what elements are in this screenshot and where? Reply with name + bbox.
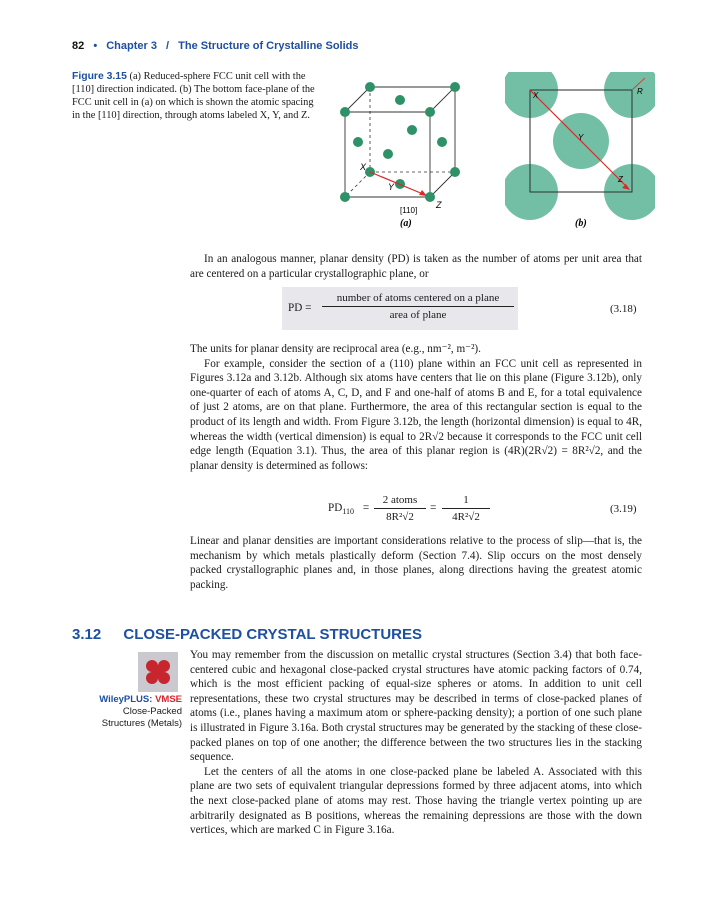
eq318-lhs: PD =	[288, 302, 312, 314]
atom-y-label-b: Y	[578, 133, 584, 142]
figure-label: Figure 3.15	[72, 71, 127, 82]
paragraph-units	[190, 342, 642, 473]
eq319-equals: =	[362, 502, 370, 514]
paragraph-text: Let the centers of all the atoms in one close-packed plane be labeled A. Associated with this plane are two sets of equivalent triangular depressions formed by three adjacent atoms, into which the next close-packed plane of atoms may rest. Those having the triangle vertex pointing up are arbitrarily designated as B positions, whereas the remaining depressions are those with the down vertices, which are marked C in Figure 3.16a.	[190, 765, 642, 837]
paragraph-text: The units for planar density are reciprocal area (e.g., nm⁻², m⁻²).	[190, 343, 481, 355]
eq318-number: (3.18)	[610, 303, 637, 315]
paragraph-text: You may remember from the discussion on metallic crystal structures (Section 3.4) that both face-centered cubic and hexagonal close-packed crystal structures have atomic packing factors of 0.74, which is the most efficient packing of equal-size spheres or atoms. In addition to unit cell representations, these two crystal structures may be described in terms of close-packed planes of atoms (i.e., planes having a maximum atom or sphere-packing density); a portion of one such plane is illustrated in Figure 3.16a. Both crystal structures may be generated by the stacking of these close-packed planes on top of one another; the difference between the two structures lies in the stacking sequence.	[190, 649, 642, 764]
direction-label: [110]	[400, 206, 418, 215]
paragraph-text: In an analogous manner, planar density (PD) is taken as the number of atoms per unit area that are centered on a particular crystallographic plane, or	[190, 253, 642, 280]
panel-b-label: (b)	[575, 218, 587, 229]
atom-x-label-b: X	[533, 91, 539, 100]
eq319-subscript: 110	[342, 507, 355, 517]
header-bullet: •	[93, 40, 98, 52]
figure-caption-text: (a) Reduced-sphere FCC unit cell with the [110] direction indicated. (b) The bottom face-plane of the FCC unit cell in (a) on which is shown the atomic spacing in the [110] direction, through atoms labeled X, Y, and Z.	[72, 71, 315, 121]
eq318-denominator: area of plane	[389, 309, 447, 321]
running-header	[72, 40, 359, 52]
section-number: 3.12	[72, 626, 102, 643]
panel-a-label: (a)	[400, 218, 412, 229]
eq318-numerator: number of atoms centered on a plane	[322, 292, 514, 307]
section-title: CLOSE-PACKED CRYSTAL STRUCTURES	[123, 626, 422, 643]
wileyplus-label[interactable]	[72, 694, 182, 730]
eq319-fraction-1	[374, 494, 426, 523]
molecule-icon	[138, 652, 178, 692]
figure-panel-a	[330, 72, 480, 232]
paragraph-slip	[190, 534, 642, 592]
figure-caption	[72, 70, 320, 122]
eq318-fraction	[322, 292, 514, 321]
eq319-den2: 4R²√2	[452, 511, 480, 523]
paragraph-text: Linear and planar densities are important considerations relative to the process of slip—that is, the mechanism by which metals plastically deform (Section 7.4). Slip occurs on the most densely packed crystallographic planes and, in those planes, along directions having the greatest atomic packing.	[190, 535, 642, 591]
section-heading	[72, 626, 422, 643]
vmse-tag: VMSE	[155, 694, 182, 705]
header-separator: /	[166, 40, 170, 52]
chapter-title: The Structure of Crystalline Solids	[178, 40, 359, 52]
vmse-logo[interactable]	[138, 652, 178, 692]
atom-z-label: Z	[436, 200, 442, 210]
wileyplus-line2: Structures (Metals)	[101, 718, 182, 729]
eq319-number: (3.19)	[610, 503, 637, 515]
chapter-label: Chapter 3	[106, 40, 157, 52]
eq319-pd: PD	[328, 502, 343, 514]
eq319-equals-2: =	[430, 502, 437, 514]
paragraph-planar-density	[190, 252, 642, 281]
eq319-lhs	[328, 502, 369, 516]
atom-z-label-b: Z	[618, 175, 623, 184]
wileyplus-name: WileyPLUS:	[99, 694, 153, 705]
eq319-fraction-2	[442, 494, 490, 523]
atom-y-label: Y	[388, 182, 395, 192]
eq319-num1: 2 atoms	[374, 494, 426, 509]
radius-label: R	[637, 87, 643, 96]
atom-x-label: X	[360, 162, 367, 172]
paragraph-text: For example, consider the section of a (110) plane within an FCC unit cell as represented in Figures 3.12a and 3.12b. Although six atoms have centers that lie on this plane (Figure 3.12b), only one-quarter of each of atoms A, C, D, and F and one-half of atoms B and E, for a total equivalence of just 2 atoms, are on that plane. Furthermore, the area of this rectangular section is equal to the product of its length and width. From Figure 3.12b, the length (horizontal dimension) is equal to 4R, whereas the width (vertical dimension) is equal to 2R√2 because it corresponds to the FCC unit cell edge length (Equation 3.1). Thus, the area of this planar region is (4R)(2R√2) = 8R²√2, and the planar density is determined as follows:	[190, 357, 642, 472]
paragraph-close-packed	[190, 648, 642, 838]
eq319-den1: 8R²√2	[386, 511, 414, 523]
wileyplus-line1: Close-Packed	[122, 706, 182, 717]
eq319-num2: 1	[442, 494, 490, 509]
page-number: 82	[72, 40, 85, 52]
figure-panel-b	[505, 72, 655, 232]
